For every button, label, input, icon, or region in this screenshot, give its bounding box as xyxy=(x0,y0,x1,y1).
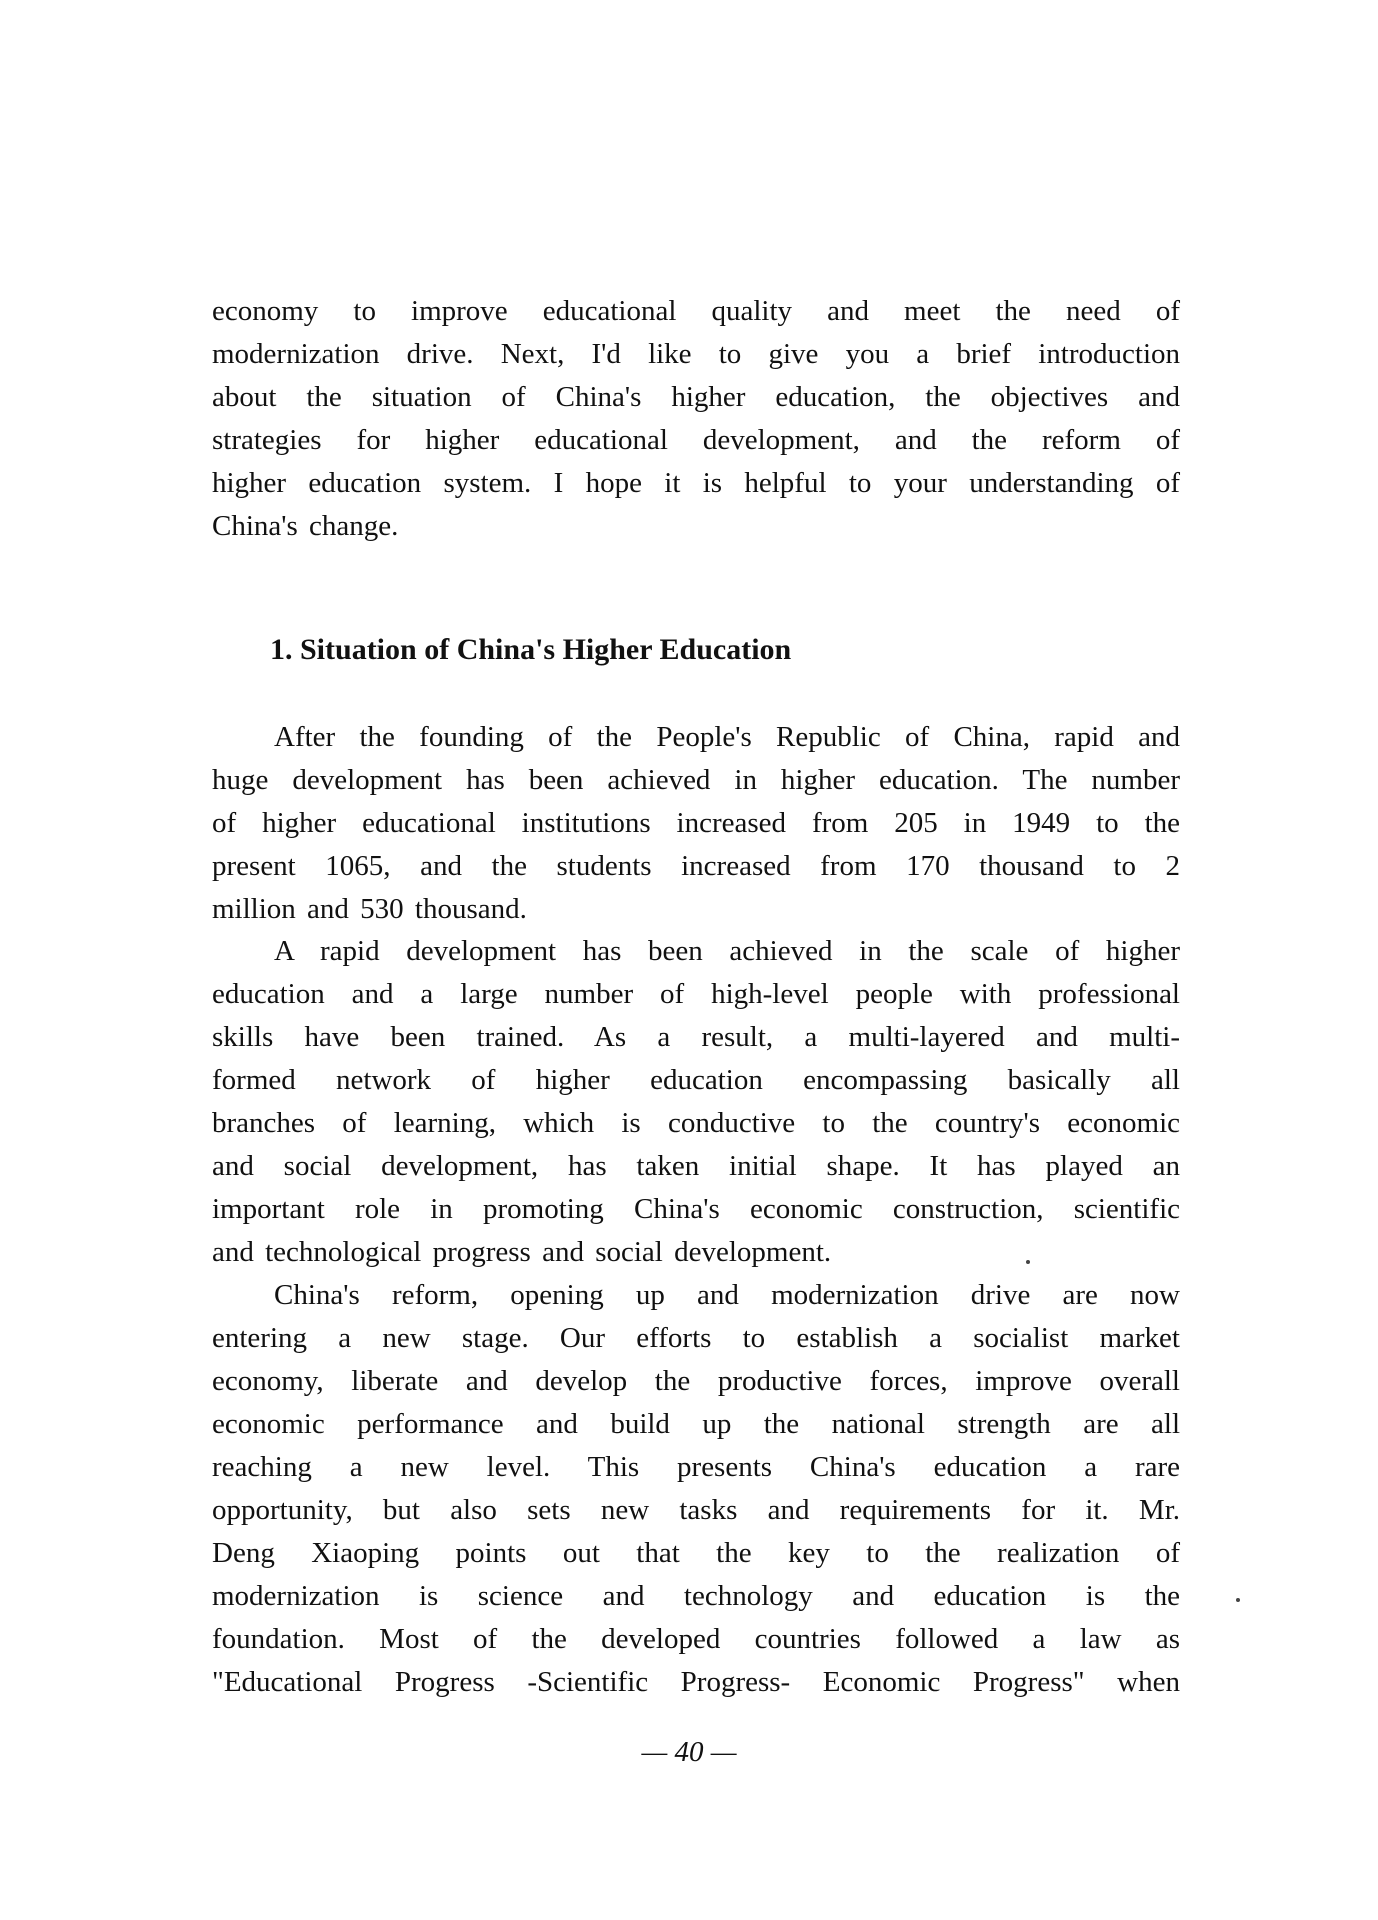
scan-speck xyxy=(1236,1598,1240,1602)
scan-speck xyxy=(1026,1260,1030,1264)
text-line: present 1065, and the students increased from 170 thousand to 2 xyxy=(212,850,1180,882)
text-line: modernization drive. Next, I'd like to give you a brief introduction xyxy=(212,338,1180,370)
text-line: entering a new stage. Our efforts to establish a socialist market xyxy=(212,1322,1180,1354)
text-line: "Educational Progress -Scientific Progress- Economic Progress" when xyxy=(212,1666,1180,1698)
text-line: huge development has been achieved in higher education. The number xyxy=(212,764,1180,796)
text-line: branches of learning, which is conductive to the country's economic xyxy=(212,1107,1180,1139)
text-line: about the situation of China's higher education, the objectives and xyxy=(212,381,1180,413)
page-number: — 40 — xyxy=(641,1736,737,1768)
text-line: of higher educational institutions increased from 205 in 1949 to the xyxy=(212,807,1180,839)
intro-paragraph xyxy=(212,290,1180,548)
text-line: education and a large number of high-level people with professional xyxy=(212,978,1180,1010)
text-line: important role in promoting China's economic construction, scientific xyxy=(212,1193,1180,1225)
text-line: A rapid development has been achieved in the scale of higher xyxy=(274,935,1180,967)
text-line: skills have been trained. As a result, a multi-layered and multi- xyxy=(212,1021,1180,1053)
text-line: economic performance and build up the national strength are all xyxy=(212,1408,1180,1440)
text-line: China's reform, opening up and modernization drive are now xyxy=(274,1279,1180,1311)
text-line: higher education system. I hope it is helpful to your understanding of xyxy=(212,467,1180,499)
text-line: economy to improve educational quality and meet the need of xyxy=(212,295,1180,327)
text-line: opportunity, but also sets new tasks and requirements for it. Mr. xyxy=(212,1494,1180,1526)
text-line: modernization is science and technology and education is the xyxy=(212,1580,1180,1612)
text-line: China's change. xyxy=(212,510,399,542)
text-line: foundation. Most of the developed countries followed a law as xyxy=(212,1623,1180,1655)
section-heading: 1. Situation of China's Higher Education xyxy=(270,633,792,666)
text-line: After the founding of the People's Republic of China, rapid and xyxy=(274,721,1180,753)
text-line: formed network of higher education encompassing basically all xyxy=(212,1064,1180,1096)
body-paragraph-2 xyxy=(212,930,1180,1274)
text-line: and technological progress and social development. xyxy=(212,1236,832,1268)
text-line: reaching a new level. This presents China's education a rare xyxy=(212,1451,1180,1483)
text-line: strategies for higher educational development, and the reform of xyxy=(212,424,1180,456)
text-line: economy, liberate and develop the productive forces, improve overall xyxy=(212,1365,1180,1397)
body-paragraph-3 xyxy=(212,1274,1180,1704)
text-line: and social development, has taken initial shape. It has played an xyxy=(212,1150,1180,1182)
text-line: Deng Xiaoping points out that the key to the realization of xyxy=(212,1537,1180,1569)
text-line: million and 530 thousand. xyxy=(212,893,527,925)
body-paragraph-1 xyxy=(212,716,1180,931)
